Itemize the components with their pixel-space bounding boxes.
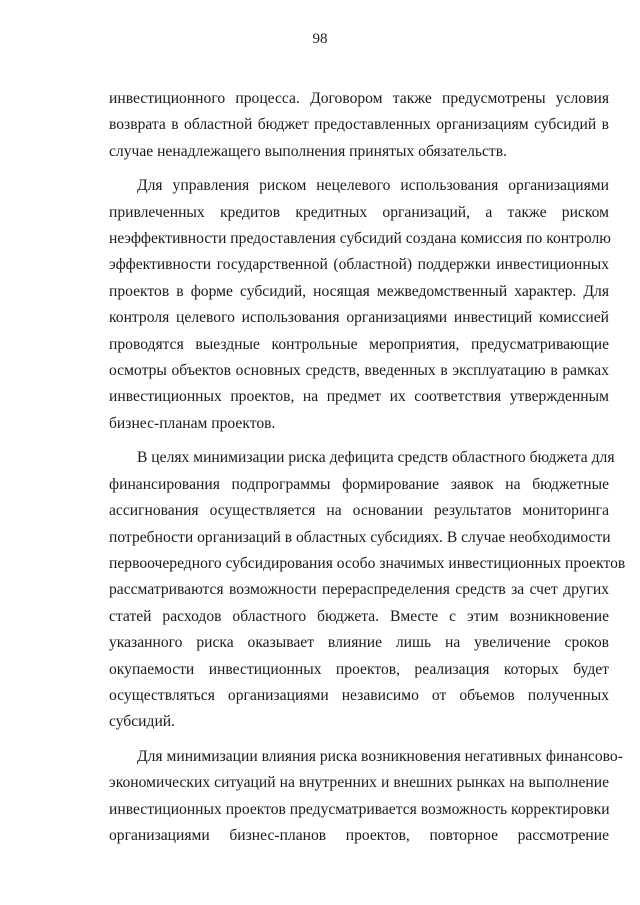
text-line: проводятся выездные контрольные мероприятия, предусматривающие bbox=[109, 335, 609, 353]
text-line: первоочередного субсидирования особо значимых инвестиционных проектов bbox=[109, 554, 626, 572]
text-line: финансирования подпрограммы формирование заявок на бюджетные bbox=[109, 475, 609, 493]
text-line: возврата в областной бюджет предоставленных организациям субсидий в bbox=[109, 116, 609, 134]
text-line: Для минимизации влияния риска возникновения негативных финансово- bbox=[137, 747, 623, 765]
text-line: рассматриваются возможности перераспределения средств за счет других bbox=[109, 581, 609, 599]
document-body bbox=[109, 86, 626, 849]
text-line: осуществляться организациями независимо от объемов полученных bbox=[109, 686, 609, 704]
paragraph bbox=[109, 445, 626, 735]
page-number: 98 bbox=[312, 31, 328, 47]
text-line: В целях минимизации риска дефицита средств областного бюджета для bbox=[137, 449, 615, 467]
paragraph bbox=[109, 86, 609, 165]
text-line: привлеченных кредитов кредитных организаций, а также риском bbox=[109, 203, 609, 221]
text-line: эффективности государственной (областной) поддержки инвестиционных bbox=[109, 256, 609, 274]
text-line: ассигнования осуществляется на основании результатов мониторинга bbox=[109, 502, 609, 520]
text-line: контроля целевого использования организациями инвестиций комиссией bbox=[109, 309, 609, 327]
paragraph bbox=[109, 173, 609, 437]
text-line: Для управления риском нецелевого использования организациями bbox=[137, 177, 609, 195]
text-line: случае ненадлежащего выполнения принятых обязательств. bbox=[109, 142, 507, 160]
text-line: указанного риска оказывает влияние лишь на увеличение сроков bbox=[109, 634, 609, 652]
text-line: инвестиционных проектов, на предмет их соответствия утвержденным bbox=[109, 388, 609, 406]
text-line: потребности организаций в областных субсидиях. В случае необходимости bbox=[109, 528, 611, 546]
text-line: бизнес-планам проектов. bbox=[109, 414, 276, 432]
paragraph bbox=[109, 744, 623, 850]
text-line: субсидий. bbox=[109, 713, 176, 731]
text-line: инвестиционных проектов предусматривается возможность корректировки bbox=[109, 800, 610, 818]
text-line: экономических ситуаций на внутренних и внешних рынках на выполнение bbox=[109, 774, 609, 792]
text-line: осмотры объектов основных средств, введенных в эксплуатацию в рамках bbox=[109, 362, 609, 380]
text-line: окупаемости инвестиционных проектов, реализация которых будет bbox=[109, 660, 609, 678]
text-line: проектов в форме субсидий, носящая межведомственный характер. Для bbox=[109, 282, 609, 300]
text-line: неэффективности предоставления субсидий создана комиссия по контролю bbox=[109, 230, 611, 248]
text-line: статей расходов областного бюджета. Вместе с этим возникновение bbox=[109, 607, 609, 625]
text-line: организациями бизнес-планов проектов, повторное рассмотрение bbox=[109, 826, 609, 844]
text-line: инвестиционного процесса. Договором также предусмотрены условия bbox=[109, 90, 609, 107]
